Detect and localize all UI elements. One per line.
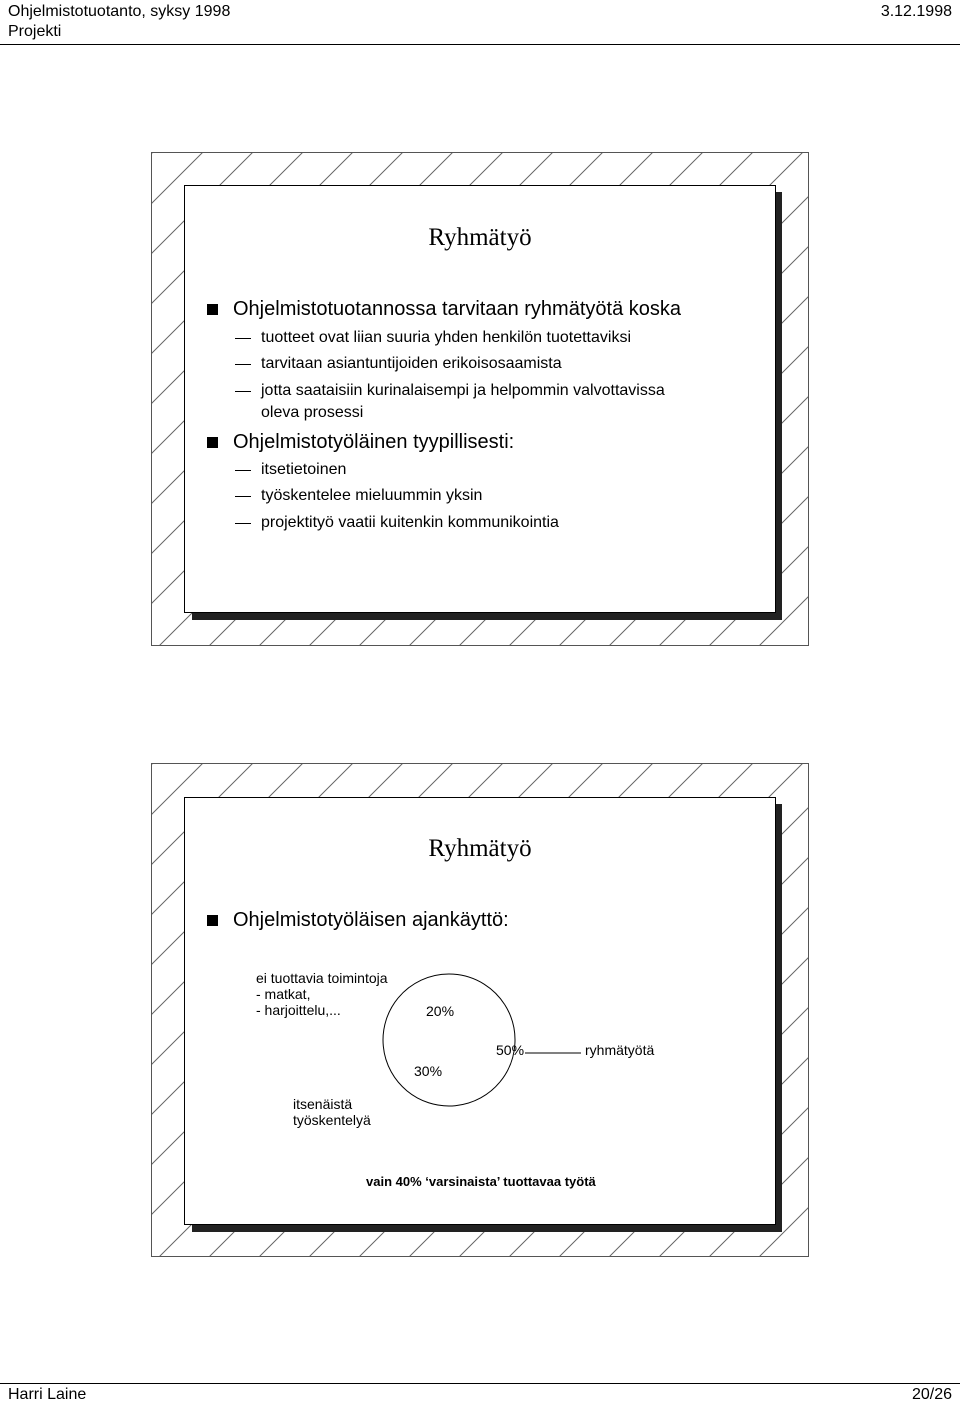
slide-1-sub-3-cont: oleva prosessi (261, 404, 364, 421)
footer-page: 20/26 (911, 1386, 952, 1403)
label-unproductive: ei tuottavia toimintoja - matkat, - harjoittelu,... (256, 970, 388, 1018)
square-bullet-icon (207, 437, 218, 448)
slide-1-sub-5: työskentelee mieluummin yksin (261, 487, 482, 505)
dash-bullet-icon (235, 523, 251, 524)
header-date: 3.12.1998 (880, 3, 952, 20)
slide-1-sub-4: itsetietoinen (261, 461, 346, 479)
label-group-work: ryhmätyötä (585, 1042, 655, 1058)
dash-bullet-icon (235, 338, 251, 339)
slice-label-50: 50% (496, 1042, 525, 1058)
slide-2-bullet: Ohjelmistotyöläisen ajankäyttö: (233, 909, 509, 932)
slide-1-bullet-2: Ohjelmistotyöläinen tyypillisesti: (233, 431, 514, 454)
slide-1-sub-2: tarvitaan asiantuntijoiden erikoisosaamista (261, 355, 562, 373)
slide-1-sub-1: tuotteet ovat liian suuria yhden henkilön tuotettaviksi (261, 329, 631, 347)
slice-independent (398, 974, 505, 1005)
footer-author: Harri Laine (8, 1386, 87, 1403)
slide-1-title: Ryhmätyö (428, 224, 532, 251)
slide-1 (184, 185, 776, 613)
square-bullet-icon (207, 304, 218, 315)
slice-label-30: 30% (414, 1063, 443, 1079)
footer-rule (0, 1383, 960, 1384)
slide-2-note: vain 40% ‘varsinaista’ tuottavaa työtä (366, 1174, 596, 1189)
slide-1-sub-3: jotta saataisiin kurinalaisempi ja helpommin valvottavissa (261, 382, 665, 400)
slide-1-bullet-1: Ohjelmistotuotannossa tarvitaan ryhmätyötä koska (233, 298, 681, 321)
slide-2-title: Ryhmätyö (428, 835, 532, 862)
dash-bullet-icon (235, 496, 251, 497)
slice-label-20: 20% (426, 1003, 455, 1019)
header-course: Ohjelmistotuotanto, syksy 1998 (8, 3, 231, 20)
dash-bullet-icon (235, 470, 251, 471)
dash-bullet-icon (235, 391, 251, 392)
slide-1-sub-6: projektityö vaatii kuitenkin kommunikointia (261, 514, 559, 532)
slide-2 (184, 797, 776, 1225)
label-independent: itsenäistä työskentelyä (293, 1096, 371, 1128)
header-rule (0, 44, 960, 45)
header-topic: Projekti (8, 23, 62, 40)
dash-bullet-icon (235, 364, 251, 365)
